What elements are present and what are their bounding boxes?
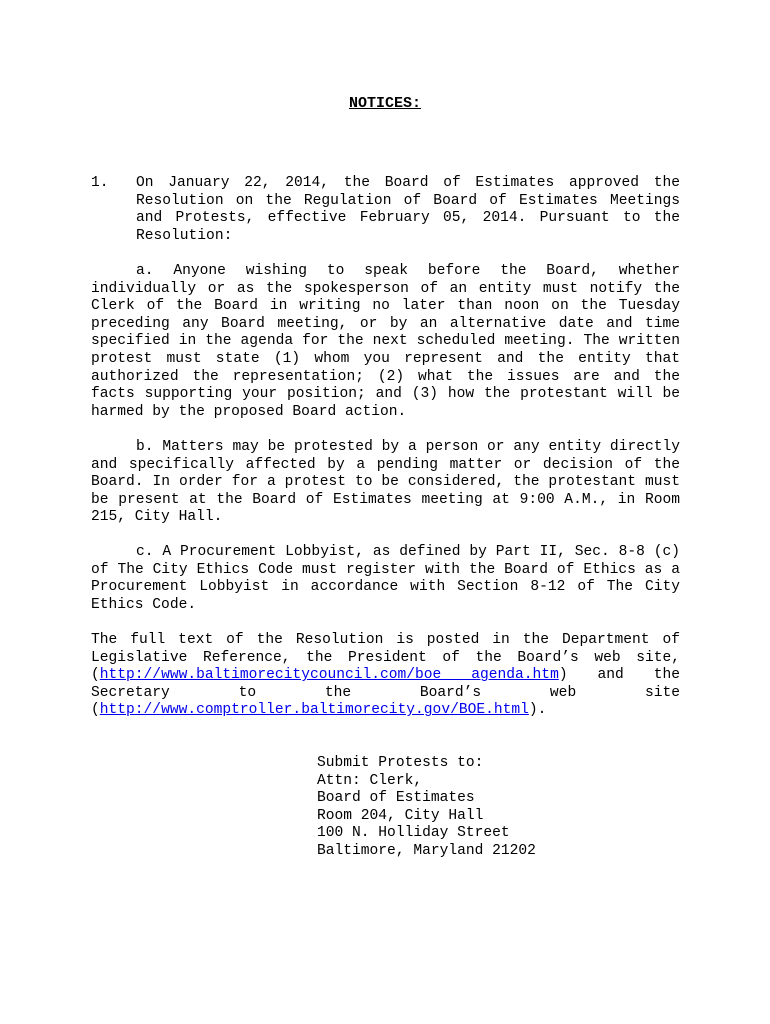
address-line-2: Attn: Clerk, [317,772,423,789]
address-line-6: Baltimore, Maryland 21202 [317,842,536,859]
address-line-3: Board of Estimates [317,790,475,807]
address-line-4: Room 204, City Hall [317,807,484,824]
page-title: NOTICES: [348,95,421,112]
paragraph-a: a. Anyone wishing to speak before the Board, whether individually or as the spokesperson of an entity must notify the Clerk of the Board in writing no later than noon on the Tuesday preceding any Board meeting, or by an alternative date and time specified in the agenda for the next scheduled meeting. The written protest must state (1) whom you represent and the entity that authorized the representation; (2) what the issues are and the facts supporting your position; and (3) how the protestant will be harmed by the proposed Board action. [91,263,680,420]
protest-address-block [317,755,617,861]
full-text-part2: ) and the Secretary to the Board’s web site ( [91,667,680,719]
item-text: On January 22, 2014, the Board of Estimates approved the Resolution on the Regulation of Board of Estimates Meetings and Protests, effective February 05, 2014. Pursuant to the Resolution: [136,175,680,244]
comptroller-link[interactable]: http://www.comptroller.baltimorecity.gov/BOE.html [99,702,529,719]
paragraph-c: c. A Procurement Lobbyist, as defined by Part II, Sec. 8-8 (c) of The City Ethics Code must register with the Board of Ethics as a Procurement Lobbyist in accordance with Section 8-12 of The City Ethics Code. [91,544,680,613]
full-text-part3: ). [528,702,547,719]
numbered-item-1 [91,175,680,245]
address-line-1: Submit Protests to: [317,755,484,771]
full-text-paragraph [91,632,680,720]
city-council-link[interactable]: http://www.baltimorecitycouncil.com/boe agenda.htm [99,667,559,684]
full-text-part1: The full text of the Resolution is posted in the Department of Legislative Reference, the President of the Board’s web site, ( [91,632,680,684]
item-number: 1. [91,175,109,191]
paragraph-b: b. Matters may be protested by a person or any entity directly and specifically affected by a pending matter or decision of the Board. In order for a protest to be considered, the protestant must be present at the Board of Estimates meeting at 9:00 A.M., in Room 215, City Hall. [91,439,680,526]
address-line-5: 100 N. Holliday Street [317,825,510,842]
